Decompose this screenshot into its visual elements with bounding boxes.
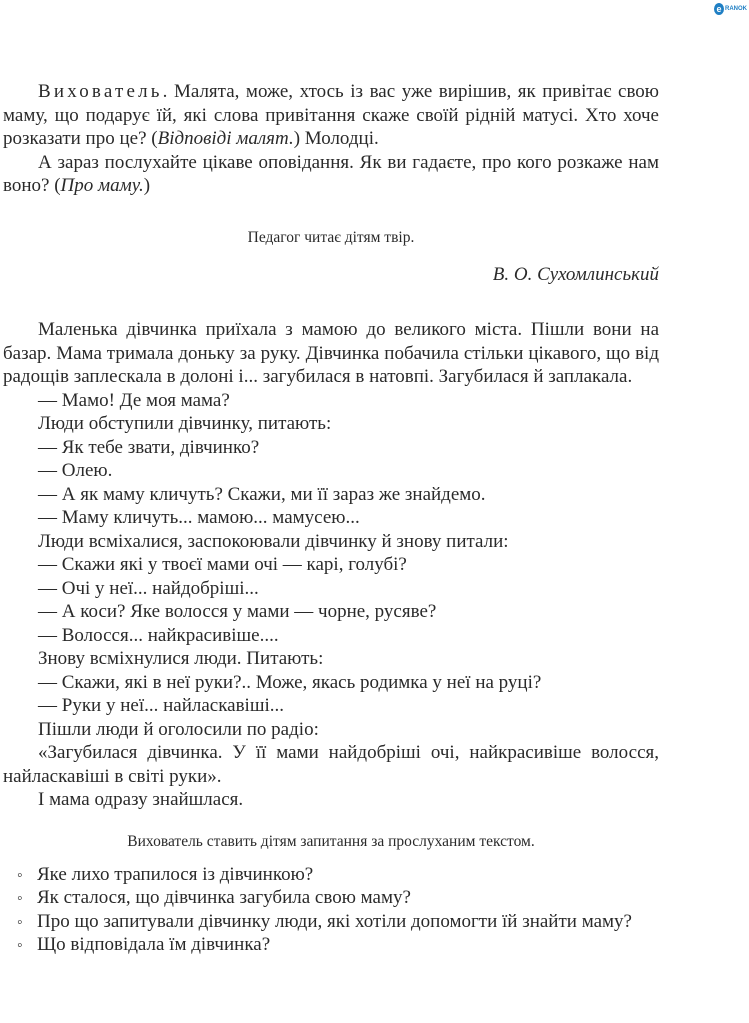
story-line: — Маму кличуть... мамою... мамусею...	[38, 507, 360, 528]
bullet-icon: ◦	[17, 866, 23, 884]
story-line: Пішли люди й оголосили по радіо:	[38, 718, 319, 740]
bullet-icon: ◦	[17, 937, 23, 954]
publisher-logo	[714, 2, 747, 16]
story-line: «Загубилася дівчинка. У її мами найдобріші очі, найкрасивіше волосся, найласкавіші в світі руки».	[3, 742, 659, 787]
logo-text: RANOK	[725, 6, 747, 12]
teacher-note: Педагог читає дітям твір.	[247, 228, 415, 246]
story-line: — Скажи які у твоєї мами очі — карі, голубі?	[38, 554, 407, 575]
intro-end: ) Молодці.	[293, 128, 379, 149]
story-line: — Як тебе звати, дівчинко?	[38, 436, 260, 458]
question-item	[3, 863, 659, 887]
story-line: — А як маму кличуть? Скажи, ми її зараз же знайдемо.	[38, 483, 486, 505]
page-content	[3, 80, 659, 957]
story-line: — Мамо! Де моя мама?	[38, 389, 230, 411]
intro-stage-direction: Відповіді малят.	[157, 128, 294, 149]
intro-paragraph-2	[3, 151, 659, 198]
intro-text: . Малята, може, хтось із вас уже вирішив, як привітає свою маму, що подарує їй, які слова привітання скаже своїй рідній матусі. Хто хоче розказати про це? (	[3, 81, 659, 149]
question-text: Яке лихо трапилося із дівчинкою?	[37, 863, 314, 885]
story-line: — Волосся... найкрасивіше....	[38, 624, 279, 646]
story-line: — Очі у неї... найдобріші...	[38, 577, 259, 599]
question-text: Як сталося, що дівчинка загубила свою маму?	[37, 887, 411, 908]
story-line: Знову всміхнулися люди. Питають:	[38, 648, 324, 669]
question-text: Що відповідала їм дівчинка?	[37, 934, 271, 955]
story-line: І мама одразу знайшлася.	[38, 789, 244, 810]
story-line: — Скажи, які в неї руки?.. Може, якась родимка у неї на руці?	[38, 671, 542, 693]
logo-mark: e	[714, 3, 724, 15]
story-line: Маленька дівчинка приїхала з мамою до великого міста. Пішли вони на базар. Мама тримала доньку за руку. Дівчинка побачила стільки цікавого, що від радощів заплескала в долоні і... загубилася в натовпі. Загубилася й заплакала.	[3, 319, 659, 387]
story-line: Люди обступили дівчинку, питають:	[38, 413, 332, 434]
teacher-note-questions: Вихователь ставить дітям запитання за прослуханим текстом.	[127, 832, 535, 850]
intro-paragraph-1	[3, 80, 659, 151]
intro-answer-end: )	[143, 175, 151, 196]
question-item	[3, 910, 659, 934]
story-line: — Руки у неї... найласкавіші...	[38, 695, 284, 716]
question-item	[3, 933, 659, 957]
story-author: В. О. Сухомлинський	[492, 263, 659, 285]
story-line: — А коси? Яке волосся у мами — чорне, русяве?	[38, 601, 437, 622]
intro-answer: Про маму.	[60, 175, 144, 196]
bullet-icon: ◦	[17, 913, 23, 931]
story-line: — Олею.	[38, 460, 113, 481]
question-item	[3, 886, 659, 910]
speaker-label: Вихователь	[38, 81, 163, 102]
story-line: Люди всміхалися, заспокоювали дівчинку й знову питали:	[38, 530, 509, 552]
question-text: Про що запитували дівчинку люди, які хотіли допомогти їй знайти маму?	[37, 910, 632, 932]
bullet-icon: ◦	[17, 890, 23, 907]
intro-question: А зараз послухайте цікаве оповідання. Як ви гадаєте, про кого розкаже нам воно? (	[3, 151, 659, 196]
